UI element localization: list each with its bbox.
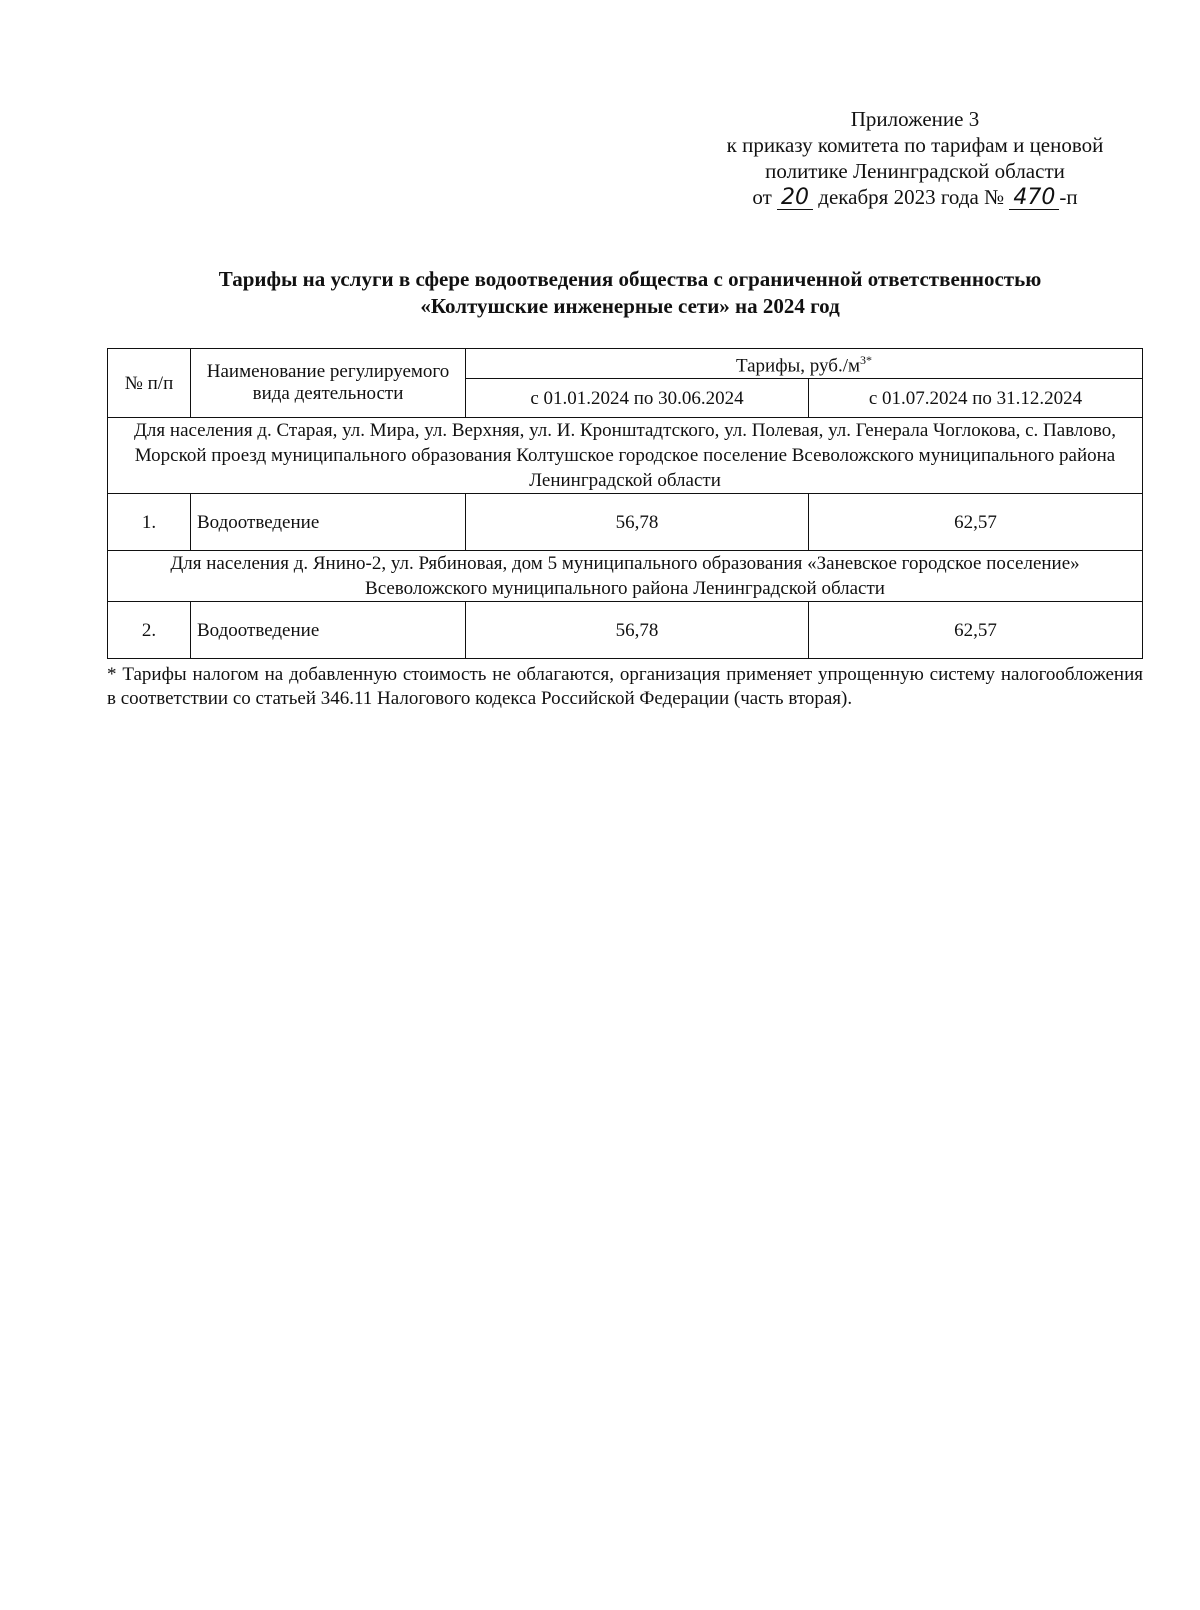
- title-line-2: «Колтушские инженерные сети» на 2024 год: [420, 294, 840, 318]
- appendix-title: Приложение 3: [850, 107, 980, 131]
- row-number: 2.: [108, 602, 191, 659]
- row-tariff-period-1: 56,78: [466, 494, 809, 551]
- tariffs-table: [107, 348, 1143, 659]
- row-activity-name: Водоотведение: [191, 494, 466, 551]
- header-tariffs-label: Тарифы, руб./м: [735, 355, 861, 377]
- header-tariffs: [466, 349, 1143, 379]
- appendix-line-3: политике Ленинградской области: [765, 159, 1065, 183]
- appendix-line-2: к приказу комитета по тарифам и ценовой: [726, 133, 1104, 157]
- appendix-header: [690, 106, 1140, 210]
- footnote: * Тарифы налогом на добавленную стоимость не облагаются, организация применяет упрощенную систему налогообложения в соответствии со статьей 346.11 Налогового кодекса Российской Федерации (часть вторая).: [107, 664, 1143, 709]
- title-line-1: Тарифы на услуги в сфере водоотведения общества с ограниченной ответственностью: [218, 267, 1042, 291]
- row-number: 1.: [108, 494, 191, 551]
- table-header-row: [108, 349, 1143, 379]
- header-tariffs-sup: 3*: [860, 353, 873, 368]
- order-number-handwritten: 470: [1009, 187, 1059, 210]
- table-row: [108, 494, 1143, 551]
- header-activity-name: Наименование регулируемого вида деятельности: [191, 349, 466, 418]
- section-title: Для населения д. Янино-2, ул. Рябиновая, дом 5 муниципального образования «Заневское городское поселение» Всеволожского муниципального района Ленинградской области: [108, 551, 1143, 602]
- row-tariff-period-2: 62,57: [809, 494, 1143, 551]
- date-day-handwritten: 20: [777, 187, 813, 210]
- date-prefix: от: [752, 185, 772, 209]
- table-row: [108, 602, 1143, 659]
- row-tariff-period-1: 56,78: [466, 602, 809, 659]
- date-suffix: -п: [1059, 185, 1078, 209]
- header-period-2: с 01.07.2024 по 31.12.2024: [809, 379, 1143, 418]
- row-activity-name: Водоотведение: [191, 602, 466, 659]
- section-row: [108, 418, 1143, 494]
- document-title: [110, 266, 1150, 320]
- date-middle: декабря 2023 года №: [818, 185, 1005, 209]
- header-period-1: с 01.01.2024 по 30.06.2024: [466, 379, 809, 418]
- section-title: Для населения д. Старая, ул. Мира, ул. Верхняя, ул. И. Кронштадтского, ул. Полевая, ул. Генерала Чоглокова, с. Павлово, Морской проезд муниципального образования Колтушское городское поселение Всеволожского муниципального района Ленинградской области: [108, 418, 1143, 494]
- appendix-date-line: [690, 184, 1140, 210]
- section-row: [108, 551, 1143, 602]
- header-number: № п/п: [108, 349, 191, 418]
- row-tariff-period-2: 62,57: [809, 602, 1143, 659]
